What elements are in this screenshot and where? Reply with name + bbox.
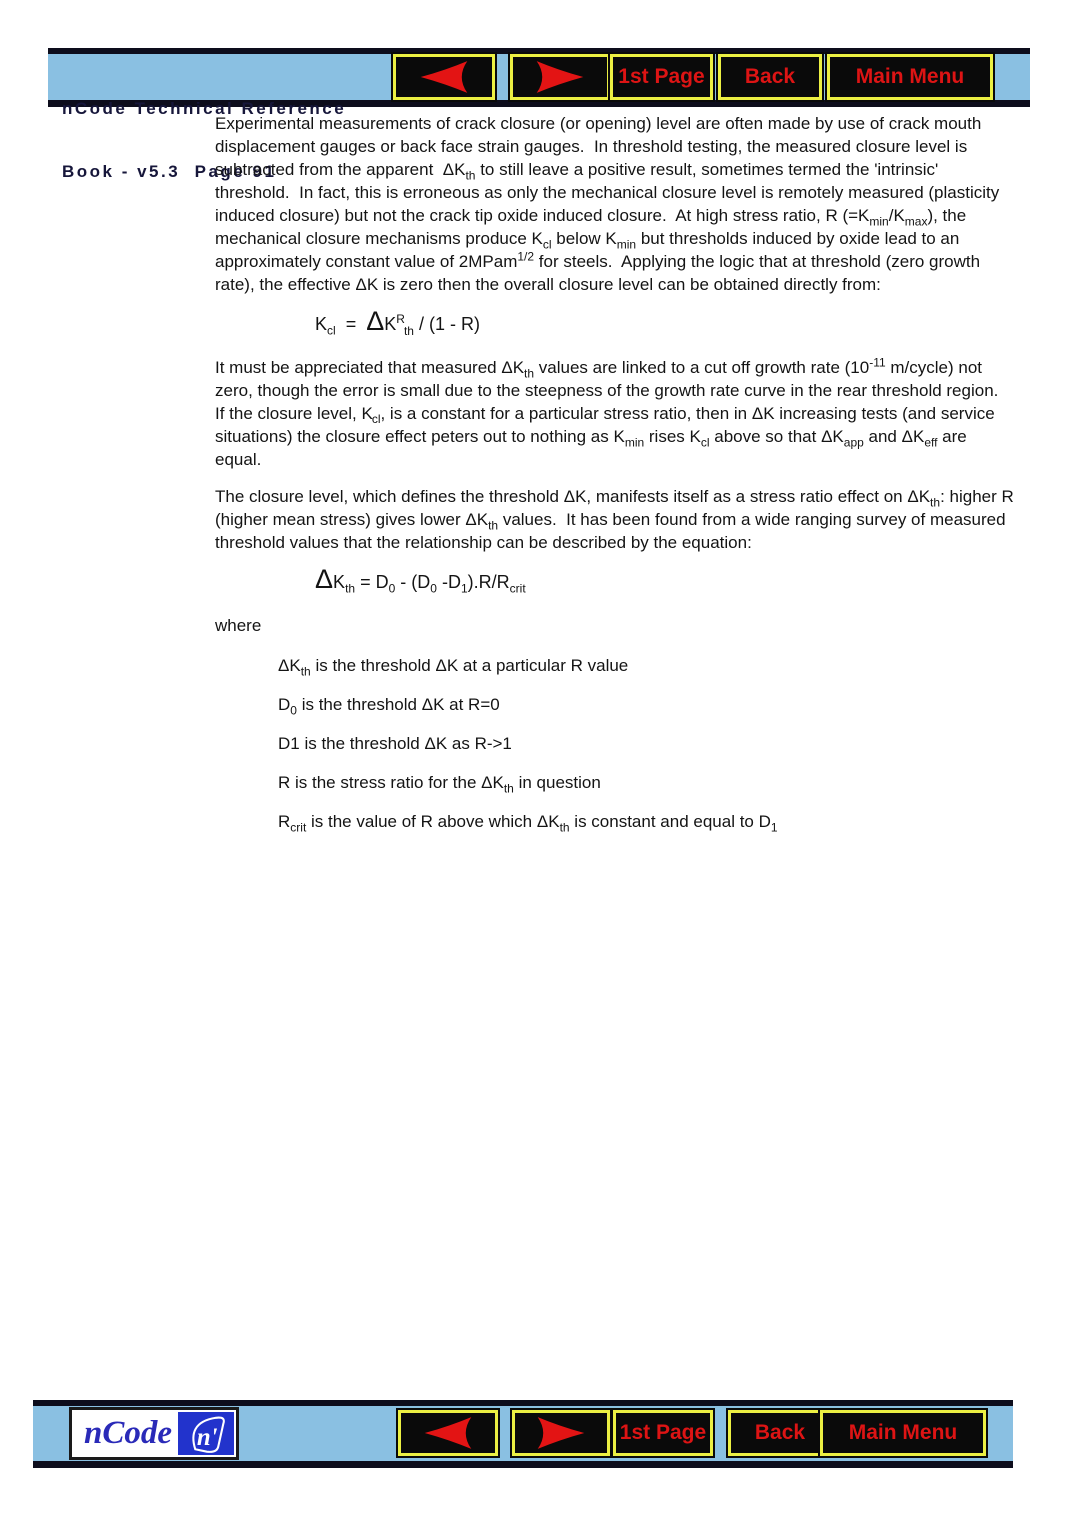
- main-menu-button-label: Main Menu: [855, 65, 965, 88]
- right-arrow-icon: [525, 58, 595, 96]
- definitions-list: [215, 654, 1015, 833]
- main-menu-button[interactable]: [827, 54, 993, 100]
- ncode-logo-mark: n': [196, 1424, 218, 1452]
- back-button[interactable]: [728, 1410, 832, 1456]
- prev-page-button[interactable]: [393, 54, 495, 100]
- header-bar: [48, 48, 1030, 181]
- ncode-logo: [69, 1407, 239, 1460]
- main-menu-button-label: Main Menu: [848, 1421, 958, 1444]
- document-title-line2: Book - v5.3 Page 91: [62, 162, 277, 181]
- back-button-label: Back: [754, 1421, 806, 1444]
- back-button-label: Back: [744, 65, 796, 88]
- definition-rcrit: $R_{crit}$ is the value of R above which $\Delta K_{th}$ is constant and equal to $D_1$: [278, 812, 778, 835]
- definition-d0: $D_0$ is the threshold ΔK at R=0: [278, 695, 500, 718]
- main-menu-button[interactable]: [820, 1410, 986, 1456]
- next-page-button[interactable]: [512, 1410, 610, 1456]
- equation-kcl: $K_{cl} = \Delta K^R_{th} / (1 - R)$: [315, 306, 480, 338]
- left-arrow-icon: [413, 1414, 483, 1452]
- paragraph-crack-closure: Experimental measurements of crack closure (or opening) level are often made by use of crack mouth displacement gauges or back face strain gauges. In threshold testing, the measured closure level is subtracted from the apparent $\Delta K_{th}$ to still leave a positive result, sometimes termed the 'intrinsic' threshold. In fact, this is erroneous as only the mechanical closure level is remotely measured (plasticity induced closure) but not the crack tip oxide induced closure. At high stress ratio, R $(=K_{min}/K_{max})$, the mechanical closure mechanisms produce $K_{cl}$ below $K_{min}$ but thresholds induced by oxide lead to an approximately constant value of 2MPam$^{1/2}$ for steels. Applying the logic that at threshold (zero growth rate), the effective ΔK is zero then the overall closure level can be obtained directly from:: [215, 114, 1000, 294]
- footer-bar: [33, 1400, 1013, 1468]
- first-page-button[interactable]: [613, 1410, 713, 1456]
- definition-r: R is the stress ratio for the $\Delta K_{th}$ in question: [278, 773, 601, 796]
- document-title-line1: nCode Technical Reference: [62, 99, 347, 118]
- right-arrow-icon: [526, 1414, 596, 1452]
- definition-d1: D1 is the threshold ΔK as R->1: [278, 734, 512, 753]
- ncode-logo-mark-icon: [178, 1412, 234, 1455]
- first-page-button-label: 1st Page: [618, 65, 705, 88]
- paragraph-closure-level: The closure level, which defines the threshold ΔK, manifests itself as a stress ratio effect on $\Delta K_{th}$: higher R (higher mean stress) gives lower $\Delta K_{th}$ values. It has been found from a wide ranging survey of measured threshold values that the relationship can be described by the equation:: [215, 487, 1014, 552]
- ncode-logo-text: nCode: [84, 1415, 173, 1451]
- definition-dkth: $\Delta K_{th}$ is the threshold ΔK at a particular R value: [278, 656, 629, 679]
- left-arrow-icon: [409, 58, 479, 96]
- equation-dkth: $\Delta K_{th} = D_0 - (D_0$ $-D_1).R/R_{crit}$: [315, 564, 526, 596]
- prev-page-button[interactable]: [398, 1410, 498, 1456]
- first-page-button-label: 1st Page: [619, 1421, 707, 1444]
- first-page-button[interactable]: [610, 54, 713, 100]
- next-page-button[interactable]: [510, 54, 610, 100]
- where-label: where: [215, 616, 262, 635]
- back-button[interactable]: [718, 54, 822, 100]
- document-body: [215, 112, 1015, 849]
- paragraph-growth-rate: It must be appreciated that measured $\Delta K_{th}$ values are linked to a cut off growth rate ($10^{-11}$ m/cycle) not zero, though the error is small due to the steepness of the growth rate curve in the rear threshold region. If the closure level, $K_{cl}$, is a constant for a particular stress ratio, then in ΔK increasing tests (and service situations) the closure effect peters out to nothing as $K_{min}$ rises $K_{cl}$ above so that $\Delta K_{app}$ and $\Delta K_{eff}$ are equal.: [215, 355, 1004, 469]
